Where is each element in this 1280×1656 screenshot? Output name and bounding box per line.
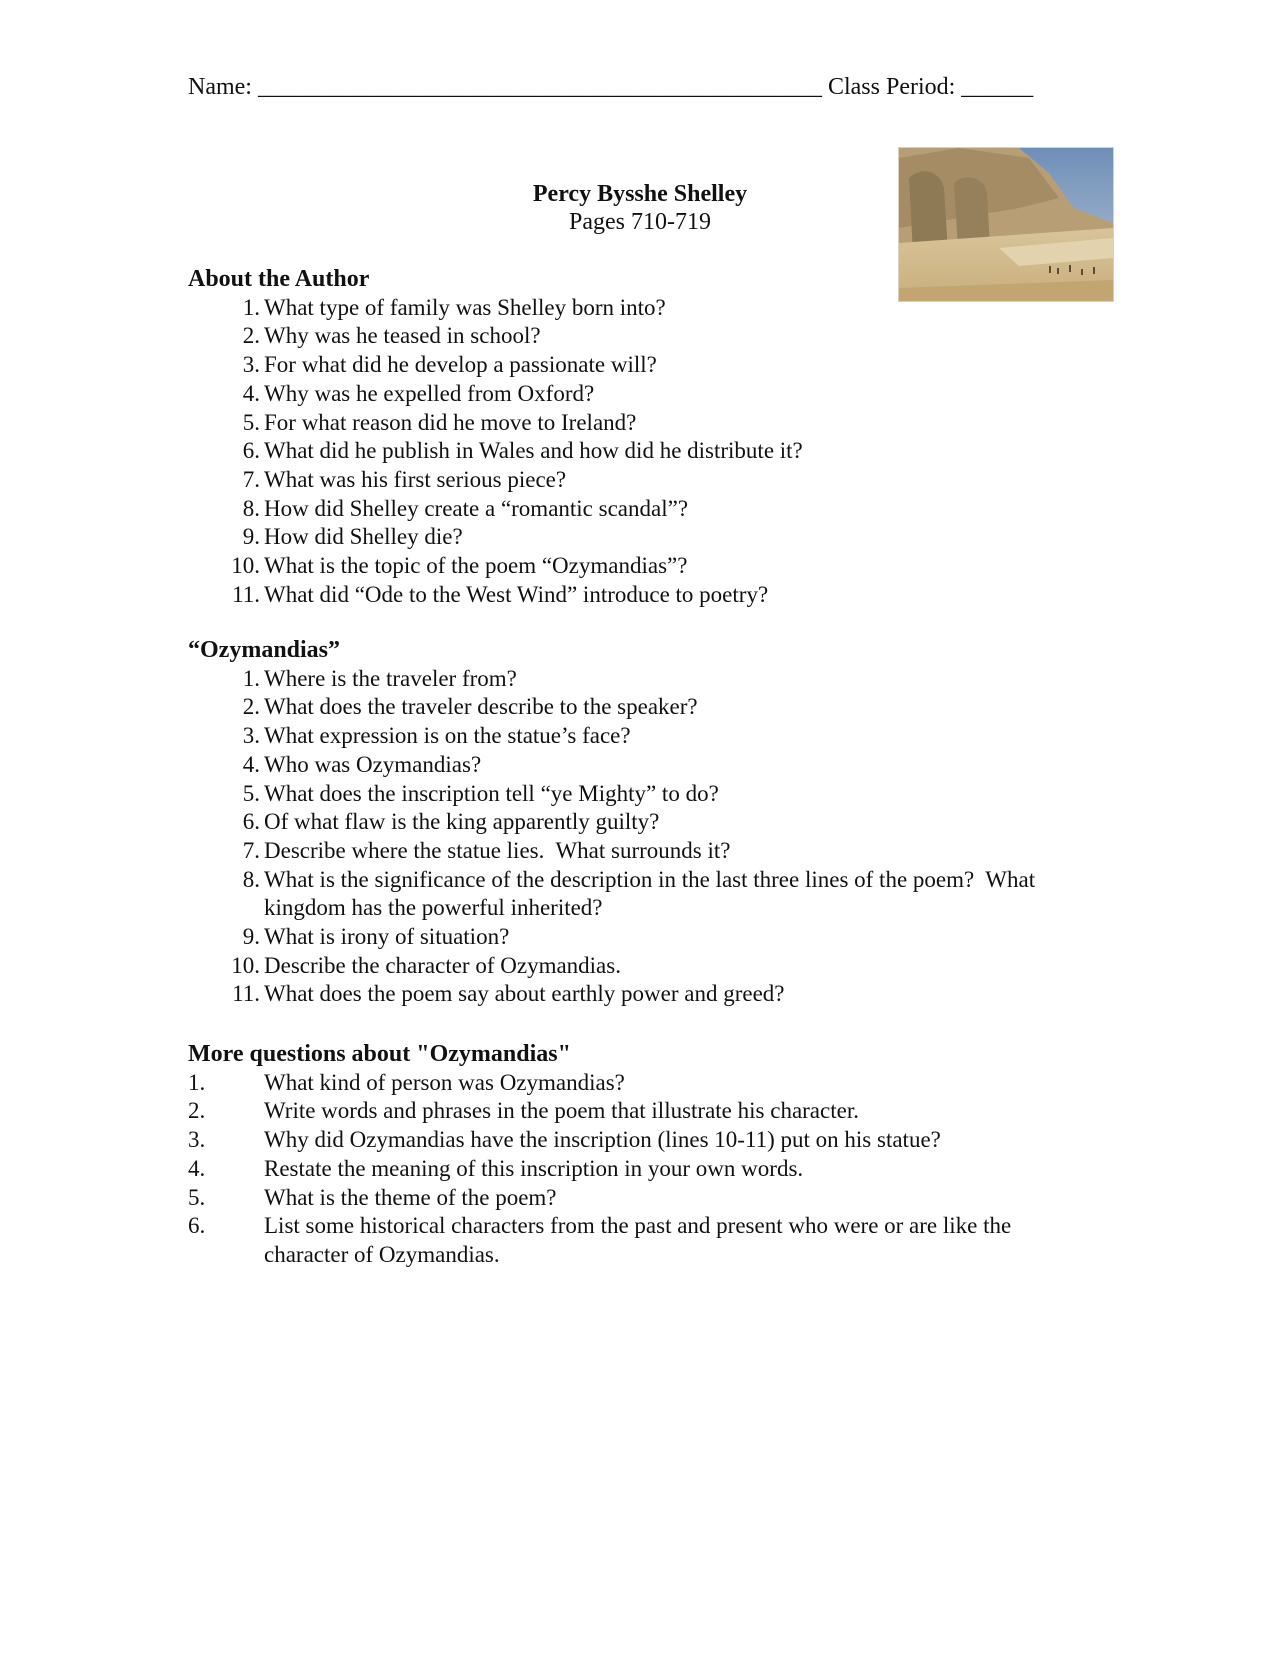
list-item: 3. For what did he develop a passionate will? — [242, 352, 657, 378]
list-item: 2. Why was he teased in school? — [242, 323, 541, 349]
list-item: 7. What was his first serious piece? — [242, 466, 567, 492]
list-item: 5. What does the inscription tell “ye Mighty” to do? — [242, 780, 719, 806]
section-heading: More questions about "Ozymandias" — [188, 1041, 571, 1067]
list-item: 9. What is irony of situation? — [242, 924, 510, 950]
list-item: 2. Write words and phrases in the poem that illustrate his character. — [188, 1098, 859, 1124]
title-block — [430, 180, 850, 236]
list-item: 4. Why was he expelled from Oxford? — [242, 380, 595, 406]
section-more-questions — [188, 1040, 1098, 1270]
list-item: 2. What does the traveler describe to the speaker? — [242, 694, 698, 720]
section-heading: “Ozymandias” — [188, 637, 341, 663]
list-item: 1. Where is the traveler from? — [242, 665, 517, 691]
list-item: 10. Describe the character of Ozymandias. — [231, 952, 621, 978]
list-item: 3. Why did Ozymandias have the inscription (lines 10-11) put on his statue? — [188, 1127, 941, 1153]
question-list — [188, 665, 1068, 1009]
list-item: 4. Who was Ozymandias? — [242, 751, 482, 777]
list-item: 8. What is the significance of the description in the last three lines of the poem? What kingdom has the powerful inherited? — [242, 866, 1041, 921]
page-title: Percy Bysshe Shelley — [532, 181, 748, 207]
section-about-the-author — [188, 265, 803, 609]
section-ozymandias — [188, 636, 1068, 1009]
list-item: 6. List some historical characters from the past and present who were or are like the character of Ozymandias. — [188, 1213, 1017, 1267]
list-item: 6. Of what flaw is the king apparently guilty? — [242, 809, 660, 835]
list-item: 11. What did “Ode to the West Wind” introduce to poetry? — [232, 581, 769, 607]
list-item: 7. Describe where the statue lies. What surrounds it? — [242, 837, 731, 863]
list-item: 5. What is the theme of the poem? — [188, 1184, 557, 1210]
list-item: 4. Restate the meaning of this inscription in your own words. — [188, 1155, 804, 1181]
list-item: 5. For what reason did he move to Ireland? — [242, 409, 637, 435]
section-heading: About the Author — [188, 266, 370, 292]
list-item: 10. What is the topic of the poem “Ozymandias”? — [231, 553, 688, 579]
page-range: Pages 710-719 — [569, 209, 711, 235]
ancient-statue-ruins-illustration-icon — [898, 147, 1114, 302]
question-list — [188, 1069, 1098, 1270]
list-item: 8. How did Shelley create a “romantic scandal”? — [242, 495, 689, 521]
question-list — [188, 294, 803, 610]
list-item: 11. What does the poem say about earthly power and greed? — [232, 981, 785, 1007]
list-item: 6. What did he publish in Wales and how did he distribute it? — [242, 438, 803, 464]
list-item: 3. What expression is on the statue’s face? — [242, 723, 631, 749]
list-item: 9. How did Shelley die? — [242, 524, 463, 550]
list-item: 1. What kind of person was Ozymandias? — [188, 1069, 625, 1095]
list-item: 1. What type of family was Shelley born into? — [242, 294, 666, 320]
name-class-period-line: Name: _______________________________________________ Class Period: ______ — [188, 74, 1034, 100]
